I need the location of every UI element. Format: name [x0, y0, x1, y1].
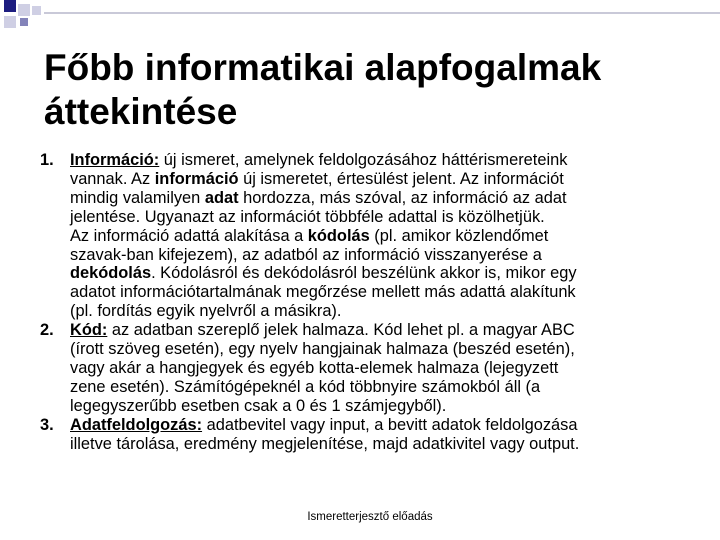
keyword: információ [154, 169, 239, 188]
list-item-line [70, 264, 680, 283]
text-segment: vagy akár a hangjegyek és egyéb kotta-elemek halmaza (lejegyzett [70, 358, 559, 377]
text-segment: adatbevitel vagy input, a bevitt adatok feldolgozása [202, 415, 578, 434]
list-item-number: 2. [40, 321, 54, 340]
text-segment: . Kódolásról és dekódolásról beszélünk akkor is, mikor egy [151, 264, 577, 283]
list-item-line [70, 340, 680, 359]
list-item-line [70, 227, 680, 246]
list-item [40, 416, 680, 454]
text-segment: szavak-ban kifejezem), az adatból az információ visszanyerése a [70, 245, 542, 264]
corner-decoration [0, 0, 60, 40]
term-label: Kód: [70, 321, 108, 340]
list-item-line [70, 189, 680, 208]
title-line-1: Főbb informatikai alapfogalmak [44, 47, 602, 88]
title-line-2: áttekintése [44, 91, 238, 132]
list-item [40, 321, 680, 416]
top-rule [44, 12, 720, 14]
text-segment: új ismeret, amelynek feldolgozásához háttérismereteink [159, 151, 568, 169]
list-item-line [70, 283, 680, 302]
keyword: adat [204, 188, 239, 207]
keyword: dekódolás [70, 264, 152, 283]
keyword: kódolás [307, 226, 370, 245]
list-item-number: 3. [40, 415, 54, 434]
text-segment: illetve tárolása, eredmény megjelenítése, majd adatkivitel vagy output. [70, 434, 580, 453]
list-item-line [70, 378, 680, 397]
list-item-line [70, 435, 680, 454]
list-item-line [70, 170, 680, 189]
list-item-line [70, 302, 680, 321]
list-item [40, 151, 680, 321]
text-segment: (pl. amikor közlendőmet [369, 226, 549, 245]
text-segment: (pl. fordítás egyik nyelvről a másikra). [70, 302, 342, 321]
slide-title [44, 46, 684, 134]
text-segment: új ismeretet, értesülést jelent. Az információt [238, 169, 564, 188]
text-segment: (írott szöveg esetén), egy nyelv hangjainak halmaza (beszéd esetén), [70, 340, 575, 359]
term-label: Adatfeldolgozás: [70, 415, 203, 434]
footer-text: Ismeretterjesztő előadás [307, 511, 433, 523]
text-segment: vannak. Az [70, 169, 155, 188]
text-segment: legegyszerűbb esetben csak a 0 és 1 számjegyből). [70, 396, 447, 415]
list-item-number: 1. [40, 151, 54, 169]
text-segment: Az információ adattá alakítása a [70, 226, 308, 245]
text-segment: az adatban szereplő jelek halmaza. Kód lehet pl. a magyar ABC [107, 321, 575, 340]
text-segment: mindig valamilyen [70, 188, 205, 207]
list-item-line [70, 359, 680, 378]
term-label: Információ: [70, 151, 160, 169]
numbered-list [40, 151, 680, 454]
list-item-line [70, 321, 680, 340]
list-item-line [70, 151, 680, 170]
list-item-line [70, 416, 680, 435]
text-segment: hordozza, más szóval, az információ az adat [238, 188, 567, 207]
list-item-line [70, 397, 680, 416]
text-segment: zene esetén). Számítógépeknél a kód többnyire számokból áll (a [70, 377, 541, 396]
text-segment: jelentése. Ugyanazt az információt többféle adattal is közölhetjük. [70, 207, 545, 226]
list-item-line [70, 208, 680, 227]
text-segment: adatot információtartalmának megőrzése mellett más adattá alakítunk [70, 283, 576, 302]
list-item-line [70, 246, 680, 265]
